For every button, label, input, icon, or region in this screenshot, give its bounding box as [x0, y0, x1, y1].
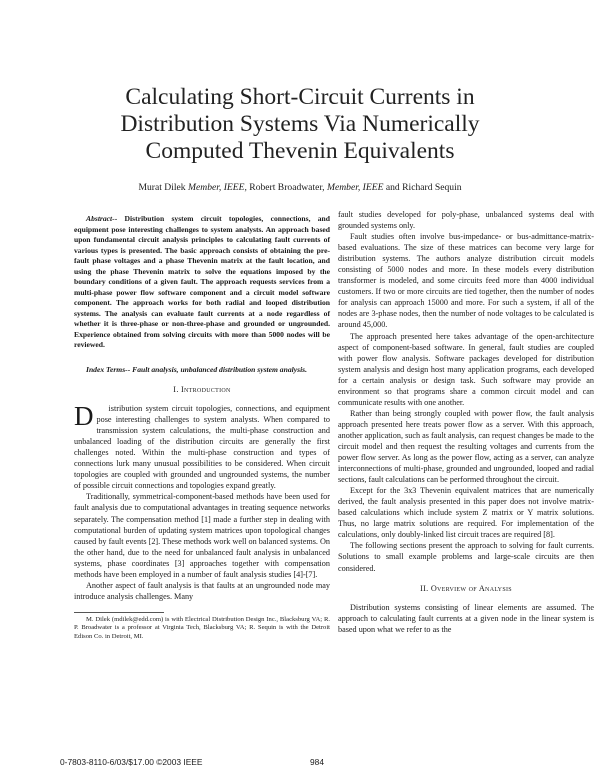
index-terms: Index Terms-- Fault analysis, unbalanced distribution system analysis.	[86, 364, 308, 374]
author-footnote: M. Dilek (mdilek@edd.com) is with Electrical Distribution Design Inc., Blacksburg VA; R. P. Broadwater is a professor at Virginia Tech, Blacksburg VA; R. Sequin is with the Detroit Edison Co. in Detroit, MI.	[74, 615, 330, 641]
left-column	[74, 214, 330, 642]
right-column	[338, 209, 594, 635]
right-paragraph-3: Rather than being strongly coupled with power flow, the fault analysis approach presented here treats power flow as a server. With this approach, another application, such as fault analysis, can request changes be made to the circuit model and then request the resulting voltages and currents from the power flow server. As long as the power flow, acting as a server, can analyze interconnections of multi-phase, grounded and ungrounded, looped and radial sections, fault calculations can be performed throughout the circuit.	[338, 408, 594, 485]
intro-paragraph-2: Traditionally, symmetrical-component-based methods have been used for fault analysis due to computational advantages in treating sequence networks separately. The compensation method [1] made a further step in dealing with computational burden of updating system matrices upon topological changes caused by fault events [2]. These methods work well on balanced systems. On the other hand, due to the need for unbalanced fault analysis in unbalanced systems, phase coordinates [3] approaches together with compensation methods have been employed in a number of fault analysis studies [4]-[7].	[74, 492, 330, 579]
author-1: Murat Dilek	[138, 182, 186, 193]
copyright-footer: 0-7803-8110-6/03/$17.00 ©2003 IEEE	[60, 757, 203, 767]
author-1-role: Member, IEEE,	[188, 182, 247, 193]
abstract	[74, 214, 330, 351]
section-1-heading-text: I. Introduction	[173, 385, 231, 394]
right-paragraph-0: fault studies developed for poly-phase, unbalanced systems deal with grounded systems only.	[338, 210, 594, 231]
page-number: 984	[310, 757, 324, 767]
paper-title	[0, 84, 600, 165]
author-3: and Richard Sequin	[385, 182, 462, 193]
title-line-3: Computed Thevenin Equivalents	[145, 138, 455, 164]
drop-cap: D	[74, 401, 94, 432]
title-line-2: Distribution Systems Via Numerically	[120, 111, 480, 137]
intro-paragraph-3: Another aspect of fault analysis is that faults at an ungrounded node may introduce analysis challenges. Many	[74, 580, 330, 601]
right-paragraph-5: The following sections present the approach to solving for fault currents. Solutions to small example problems and large-scale circuits are then considered.	[338, 541, 594, 573]
abstract-text: -- Distribution system circuit topologies, connections, and equipment pose interesting challenges to system analysts. An approach based upon fundamental circuit analysis principles to calculating fault currents of various types is presented. The basic approach consists of obtaining the pre-fault phase voltages and a phase Thevenin matrix at the fault location, and using the phase Thevenin matrix to solve the equations imposed by the boundary conditions of a given fault. The approach requests services from a multi-phase power flow software component and a circuit model software component. The approach works for both radial and looped distribution systems. The analysis can evaluate fault currents at a node regardless of whether it is three-phase or non-three-phase and grounded or ungrounded. Experience obtained from solving circuits with more than 5000 nodes will be reviewed.	[74, 214, 330, 349]
right-paragraph-1: Fault studies often involve bus-impedance- or bus-admittance-matrix-based evaluations. The size of these matrices can become very large for distribution systems. The authors analyze distribution circuit models consisting of 5000 nodes and more. In these models every distribution transformer is modeled, and some circuits feed more than 4000 individual customers. If two or more circuits are tied together, then the number of nodes for analysis can approach 15000 and more. For such a system, if all of the nodes are 3-phase nodes, then the number of node voltages to be calculated is around 45,000.	[338, 232, 594, 330]
author-2-role: Member, IEEE	[326, 182, 384, 193]
right-paragraph-2: The approach presented here takes advantage of the open-architecture aspect of component-based software. In general, fault studies are coupled with power flow analysis. Software packages developed for distribution system analysis and design host many application programs, each developed for a certain analysis or design task. Such software may provide an environment so that programs share a common circuit model and can communicate results with one another.	[338, 331, 594, 407]
author-2: Robert Broadwater,	[249, 182, 325, 193]
right-paragraph-4: Except for the 3x3 Thevenin equivalent matrices that are numerically derived, the fault analysis presented in this paper does not involve matrix-based calculations which include system Z matrix or Y matrix solutions. Thus, no large matrix solutions are required. For implementation of the calculations, only doubly-linked list circuit traces are required [8].	[338, 486, 594, 540]
section-2-heading-text: II. Overview of Analysis	[420, 583, 512, 593]
title-line-1: Calculating Short-Circuit Currents in	[125, 84, 475, 110]
section-heading-introduction	[74, 384, 330, 395]
intro-paragraph-1-text: istribution system circuit topologies, connections, and equipment pose interesting challenges to system analysts. When compared to transmission system calculations, the multi-phase construction and unbalanced loading of the distribution circuits are generally the first challenges noted. Within the multi-phase construction and types of connections lurk many unusual possibilities to be considered. When circuit topologies are coupled with grounded and ungrounded systems, the number of possible circuit connections and topologies expand greatly.	[74, 404, 330, 491]
author-line	[0, 182, 600, 193]
right-paragraph-6: Distribution systems consisting of linear elements are assumed. The approach to calculating fault currents at a given node in the linear system is based upon what we refer to as the	[338, 602, 594, 634]
intro-paragraph-1	[74, 403, 330, 491]
section-heading-overview	[338, 583, 594, 594]
footnote-rule	[74, 612, 164, 613]
abstract-label: Abstract	[86, 214, 113, 223]
